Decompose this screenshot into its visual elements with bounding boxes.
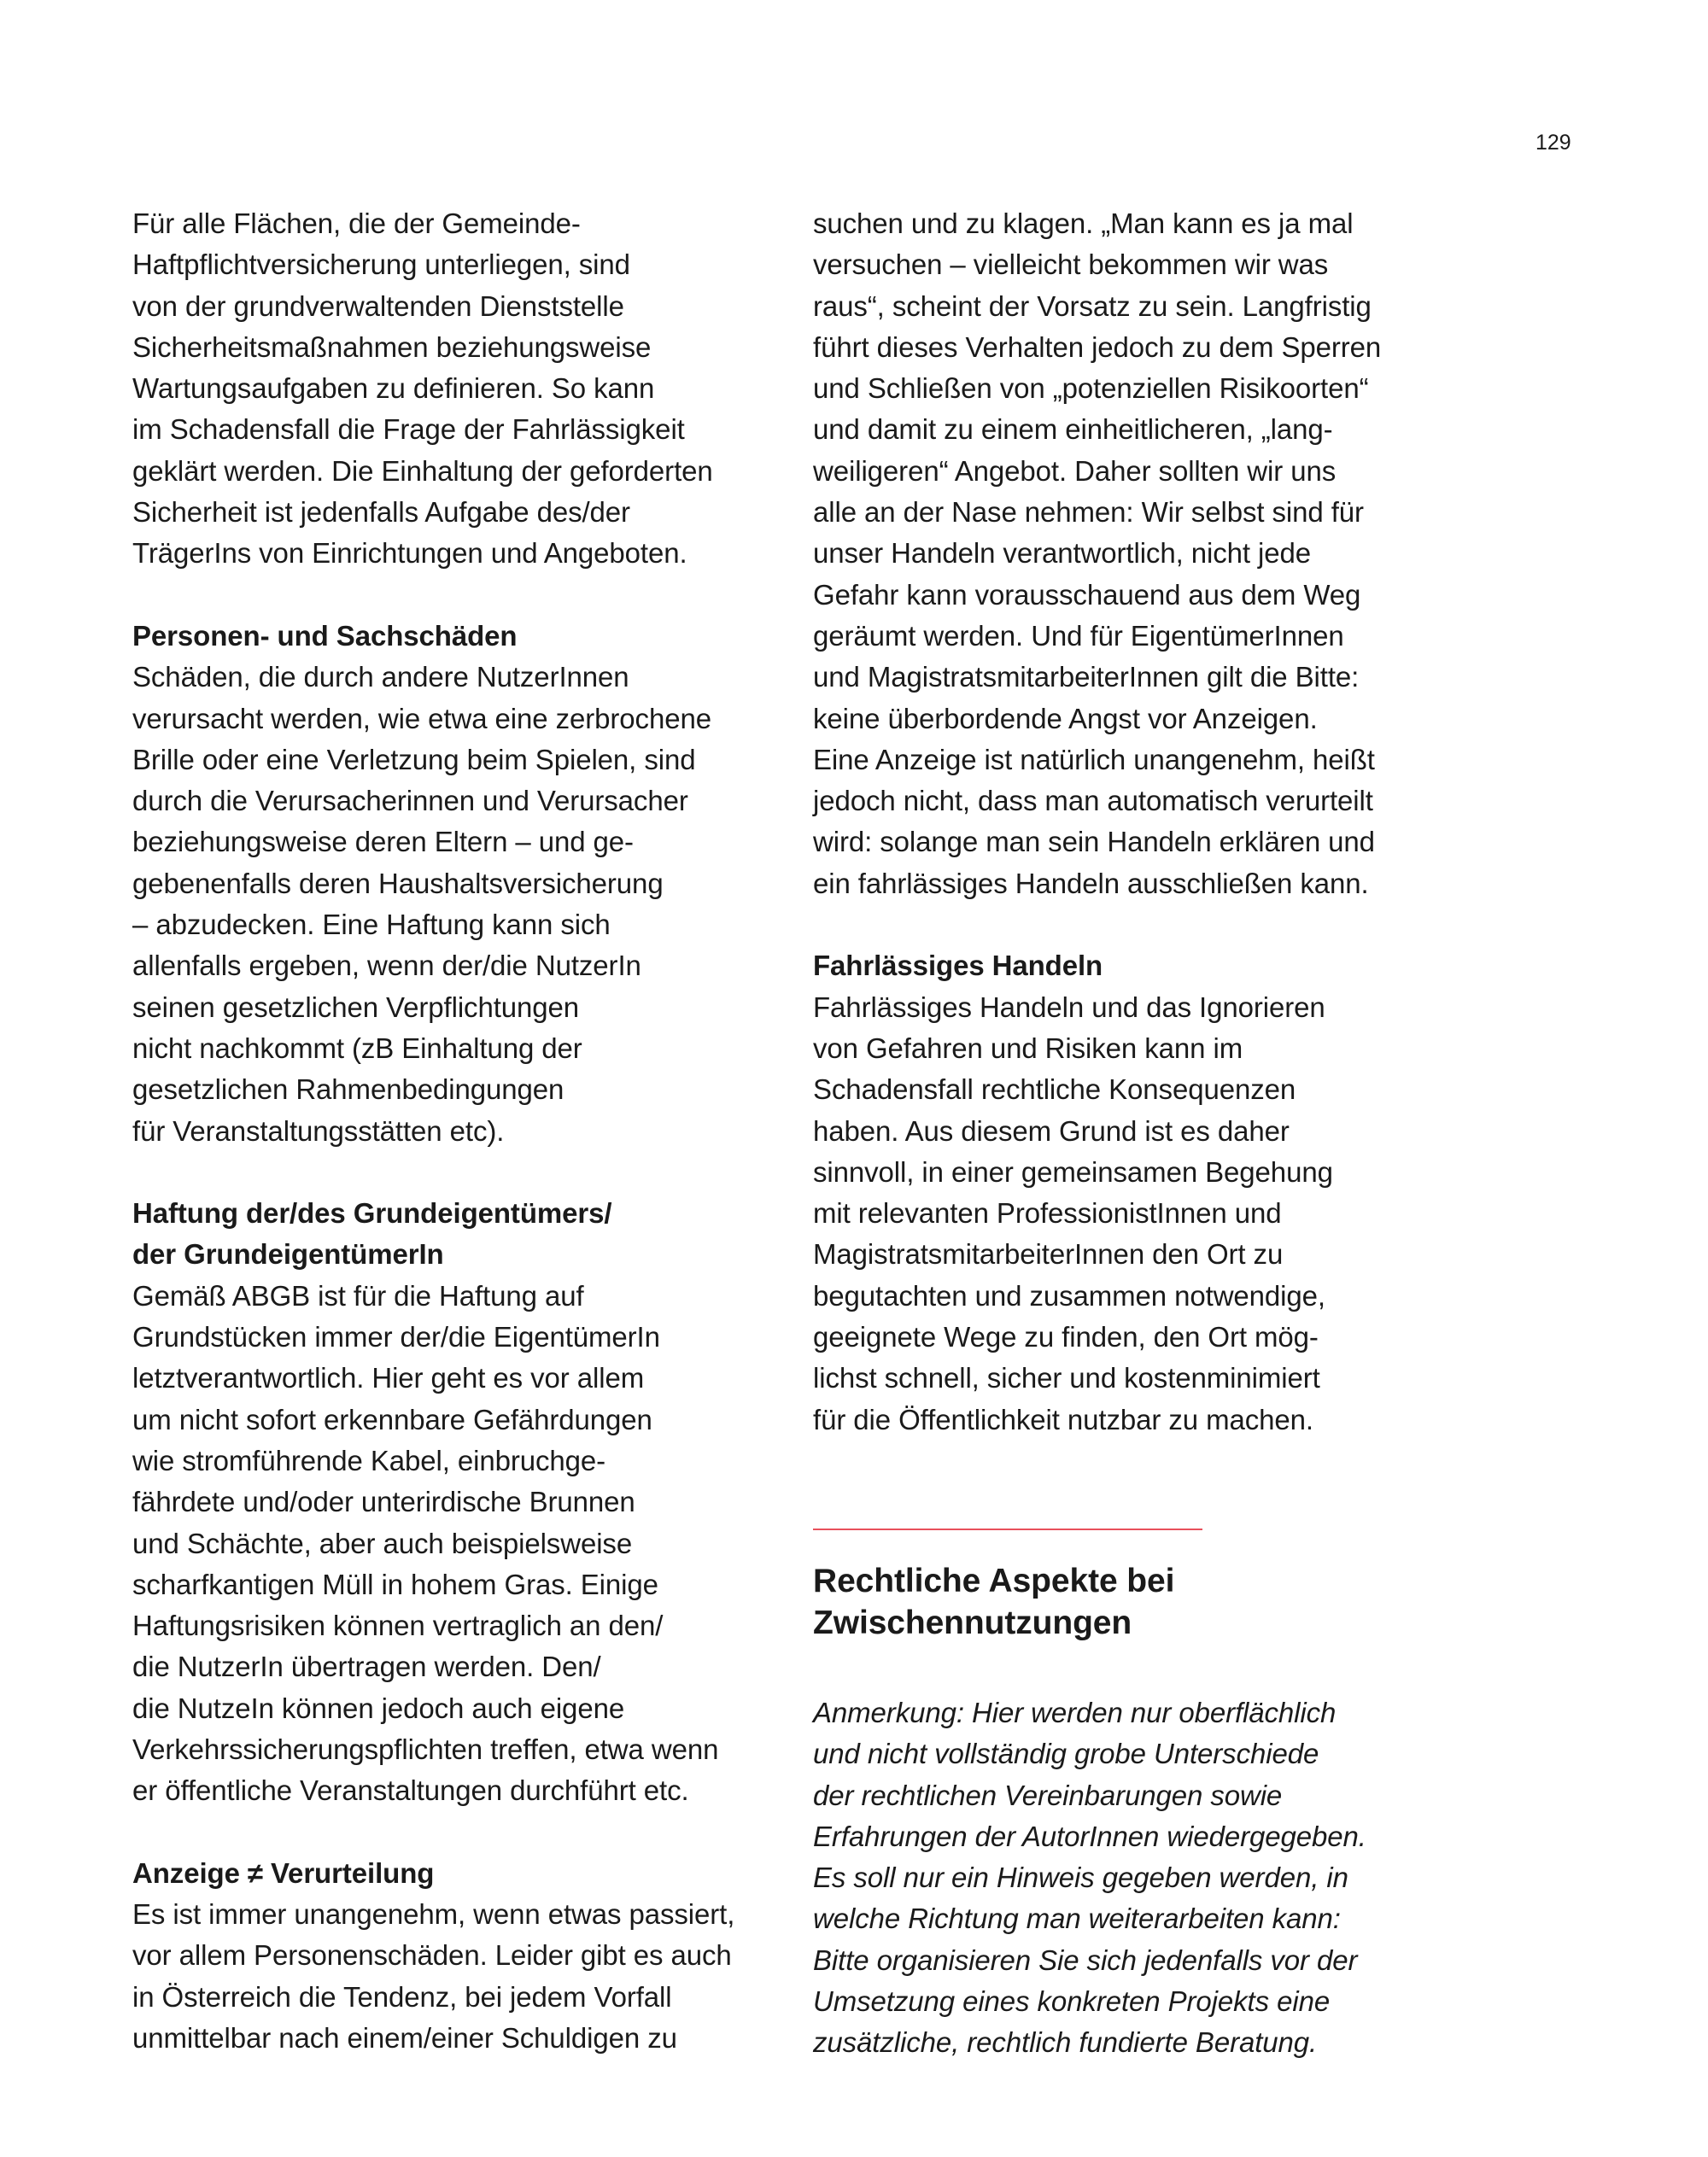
text-line: und Schächte, aber auch beispielsweise: [132, 1527, 633, 1559]
text-line: MagistratsmitarbeiterInnen den Ort zu: [813, 1238, 1284, 1271]
note-line: welche Richtung man weiterarbeiten kann:: [813, 1903, 1341, 1935]
section-body-fahrlaessiges-handeln: [813, 987, 1462, 1441]
text-line: scharfkantigen Müll in hohem Gras. Einige: [132, 1568, 658, 1600]
text-line: wie stromführende Kabel, einbruchge-: [132, 1444, 606, 1476]
section-heading-anzeige-verurteilung: Anzeige ≠ Verurteilung: [132, 1856, 435, 1889]
section-heading-fahrlaessiges-handeln: Fahrlässiges Handeln: [813, 950, 1103, 982]
chapter-note: [813, 1692, 1462, 2064]
text-line: für Veranstaltungsstätten etc).: [132, 1114, 505, 1147]
text-line: beziehungsweise deren Eltern – und ge-: [132, 826, 634, 858]
text-line: mit relevanten ProfessionistInnen und: [813, 1197, 1282, 1230]
text-line: geklärt werden. Die Einhaltung der geforderten: [132, 454, 713, 487]
text-line: raus“, scheint der Vorsatz zu sein. Langfristig: [813, 289, 1372, 322]
continued-paragraph: [813, 203, 1462, 904]
text-line: führt dieses Verhalten jedoch zu dem Sperren: [813, 330, 1382, 363]
section-body-haftung-grundeigentuemer: [132, 1276, 781, 1812]
text-line: versuchen – vielleicht bekommen wir was: [813, 248, 1329, 281]
paragraph-gap: [132, 575, 781, 616]
text-line: im Schadensfall die Frage der Fahrlässigkeit: [132, 413, 685, 446]
text-line: für die Öffentlichkeit nutzbar zu machen.: [813, 1403, 1313, 1435]
text-line: nicht nachkommt (zB Einhaltung der: [132, 1032, 582, 1064]
note-line: Umsetzung eines konkreten Projekts eine: [813, 1985, 1331, 2018]
note-line: zusätzliche, rechtlich fundierte Beratung.: [813, 2026, 1318, 2059]
text-line: letztverantwortlich. Hier geht es vor allem: [132, 1362, 645, 1394]
chapter-title: [813, 1560, 1462, 1644]
text-line: um nicht sofort erkennbare Gefährdungen: [132, 1403, 652, 1435]
text-line: alle an der Nase nehmen: Wir selbst sind für: [813, 496, 1364, 529]
text-line: wird: solange man sein Handeln erklären und: [813, 826, 1375, 858]
text-line: haben. Aus diesem Grund ist es daher: [813, 1114, 1290, 1147]
text-line: Haftungsrisiken können vertraglich an den/: [132, 1610, 664, 1642]
intro-paragraph: [132, 203, 781, 575]
text-line: geräumt werden. Und für EigentümerInnen: [813, 619, 1344, 652]
note-line: Bitte organisieren Sie sich jedenfalls vor der: [813, 1944, 1358, 1976]
text-line: weiligeren“ Angebot. Daher sollten wir uns: [813, 454, 1337, 487]
text-line: TrägerIns von Einrichtungen und Angeboten.: [132, 537, 687, 570]
left-column: [132, 203, 781, 2059]
text-line: geeignete Wege zu finden, den Ort mög-: [813, 1321, 1319, 1353]
note-line: der rechtlichen Vereinbarungen sowie: [813, 1779, 1283, 1811]
text-line: sinnvoll, in einer gemeinsamen Begehung: [813, 1155, 1333, 1188]
section-body-anzeige-verurteilung: [132, 1894, 781, 2059]
paragraph-gap: [132, 1152, 781, 1193]
section-body-personen-sachschaeden: [132, 657, 781, 1152]
text-line: Verkehrssicherungspflichten treffen, etwa wenn: [132, 1733, 719, 1765]
text-line: Wartungsaufgaben zu definieren. So kann: [132, 372, 655, 405]
heading-line: Haftung der/des Grundeigentümers/: [132, 1197, 612, 1230]
text-line: vor allem Personenschäden. Leider gibt es auch: [132, 1939, 732, 1972]
text-line: verursacht werden, wie etwa eine zerbrochene: [132, 702, 711, 734]
text-line: durch die Verursacherinnen und Verursacher: [132, 785, 688, 817]
chapter-title-line: Zwischennutzungen: [813, 1605, 1132, 1641]
paragraph-gap: [813, 904, 1462, 945]
note-line: und nicht vollständig grobe Unterschiede: [813, 1738, 1319, 1770]
text-line: er öffentliche Veranstaltungen durchführt etc.: [132, 1774, 689, 1807]
text-line: fährdete und/oder unterirdische Brunnen: [132, 1486, 635, 1518]
text-line: Brille oder eine Verletzung beim Spielen, sind: [132, 743, 696, 775]
section-heading-haftung-grundeigentuemer: [132, 1193, 781, 1276]
note-line: Anmerkung: Hier werden nur oberflächlich: [813, 1697, 1337, 1728]
accent-divider: [813, 1529, 1202, 1530]
text-line: Schadensfall rechtliche Konsequenzen: [813, 1073, 1296, 1106]
text-line: unser Handeln verantwortlich, nicht jede: [813, 537, 1311, 570]
text-line: Gefahr kann vorausschauend aus dem Weg: [813, 578, 1361, 611]
text-line: begutachten und zusammen notwendige,: [813, 1279, 1325, 1312]
text-line: seinen gesetzlichen Verpflichtungen: [132, 991, 580, 1023]
text-line: von der grundverwaltenden Dienststelle: [132, 289, 624, 322]
note-line: Erfahrungen der AutorInnen wiedergegeben.: [813, 1820, 1366, 1852]
text-line: gebenenfalls deren Haushaltsversicherung: [132, 867, 664, 899]
text-line: lichst schnell, sicher und kostenminimiert: [813, 1362, 1320, 1394]
text-line: – abzudecken. Eine Haftung kann sich: [132, 909, 611, 941]
text-line: Gemäß ABGB ist für die Haftung auf: [132, 1279, 584, 1312]
text-line: von Gefahren und Risiken kann im: [813, 1032, 1243, 1064]
text-line: Fahrlässiges Handeln und das Ignorieren: [813, 991, 1325, 1023]
text-line: Grundstücken immer der/die EigentümerIn: [132, 1321, 660, 1353]
text-line: die NutzeIn können jedoch auch eigene: [132, 1692, 625, 1724]
text-line: Schäden, die durch andere NutzerInnen: [132, 661, 629, 693]
text-line: Es ist immer unangenehm, wenn etwas passiert,: [132, 1898, 735, 1931]
section-heading-personen-sachschaeden: Personen- und Sachschäden: [132, 619, 518, 652]
text-line: Sicherheitsmaßnahmen beziehungsweise: [132, 330, 652, 363]
text-line: und damit zu einem einheitlicheren, „lang-: [813, 413, 1333, 446]
text-line: jedoch nicht, dass man automatisch verurteilt: [813, 785, 1373, 817]
text-line: und MagistratsmitarbeiterInnen gilt die Bitte:: [813, 661, 1360, 693]
text-line: Eine Anzeige ist natürlich unangenehm, heißt: [813, 743, 1375, 775]
right-column: [813, 203, 1462, 1441]
text-line: ein fahrlässiges Handeln ausschließen kann.: [813, 867, 1369, 899]
text-line: gesetzlichen Rahmenbedingungen: [132, 1073, 564, 1106]
text-line: keine überbordende Angst vor Anzeigen.: [813, 702, 1318, 734]
text-line: und Schließen von „potenziellen Risikoorten“: [813, 372, 1369, 405]
text-line: die NutzerIn übertragen werden. Den/: [132, 1651, 601, 1683]
text-line: allenfalls ergeben, wenn der/die NutzerIn: [132, 950, 641, 982]
text-line: in Österreich die Tendenz, bei jedem Vorfall: [132, 1980, 672, 2013]
chapter-title-line: Rechtliche Aspekte bei: [813, 1563, 1175, 1599]
text-line: Haftpflichtversicherung unterliegen, sind: [132, 248, 630, 281]
text-line: Sicherheit ist jedenfalls Aufgabe des/der: [132, 496, 630, 529]
text-line: unmittelbar nach einem/einer Schuldigen zu: [132, 2022, 677, 2055]
paragraph-gap: [132, 1812, 781, 1853]
note-line: Es soll nur ein Hinweis gegeben werden, in: [813, 1862, 1348, 1894]
text-line: Für alle Flächen, die der Gemeinde-: [132, 208, 581, 239]
text-line: suchen und zu klagen. „Man kann es ja mal: [813, 208, 1354, 239]
page-number: 129: [1535, 131, 1571, 155]
heading-line: der GrundeigentümerIn: [132, 1238, 444, 1271]
